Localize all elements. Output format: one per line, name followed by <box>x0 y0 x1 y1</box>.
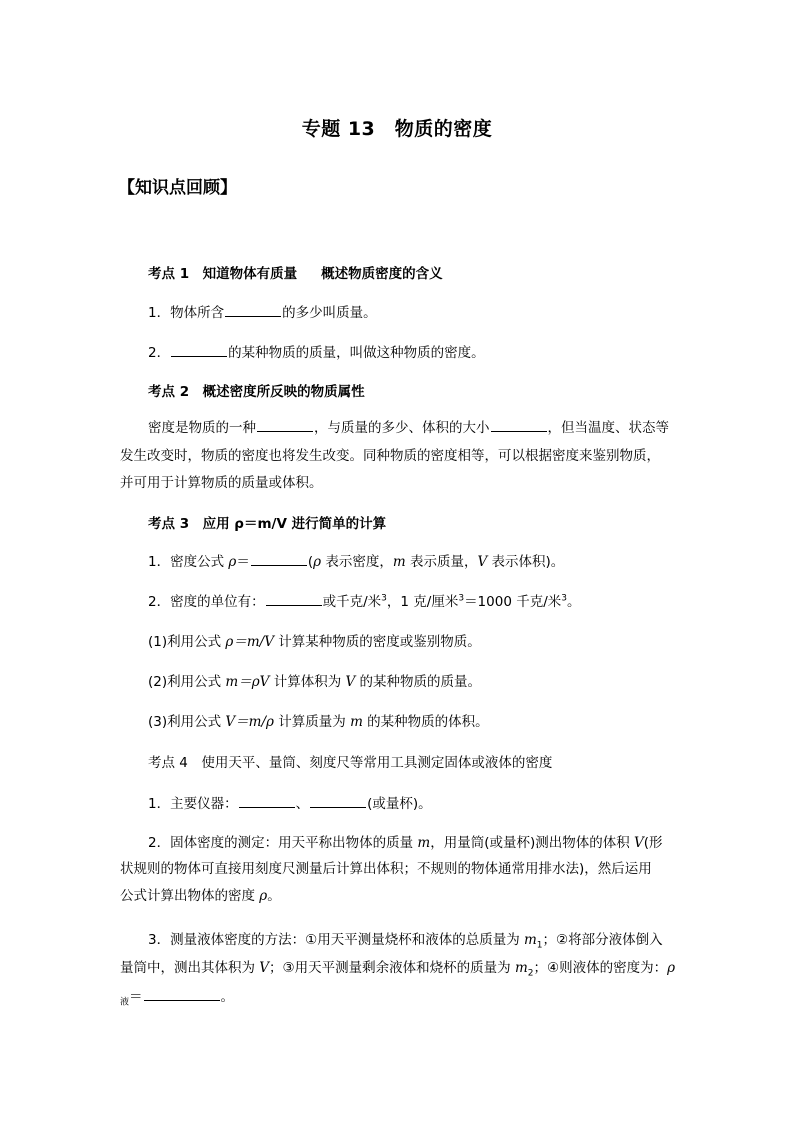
kp3-sub1: (1)利用公式 ρ＝m/V 计算某种物质的密度或鉴别物质。 <box>148 634 481 650</box>
fill-blank[interactable] <box>225 304 281 317</box>
kp4-item2-line3: 公式计算出物体的密度 ρ。 <box>120 888 281 904</box>
section-heading: 【知识点回顾】 <box>118 178 237 198</box>
fill-blank[interactable] <box>171 344 227 357</box>
kp1-heading <box>148 262 443 282</box>
fill-blank[interactable] <box>239 795 295 808</box>
kp3-heading: 考点 3 应用 ρ＝m/V 进行简单的计算 <box>148 516 387 532</box>
kp4-item2-line1: 2．固体密度的测定：用天平称出物体的质量 m，用量筒(或量杯)测出物体的体积 V(形 <box>148 835 663 851</box>
fill-blank[interactable] <box>251 553 307 566</box>
kp2-line2: 发生改变时，物质的密度也将发生改变。同种物质的密度相等，可以根据密度来鉴别物质， <box>120 448 660 464</box>
kp4-item3-line2: 量筒中，测出其体积为 V；③用天平测量剩余液体和烧杯的质量为 $m_2$；④则液体的密度为：ρ <box>120 960 676 979</box>
kp3-sub2: (2)利用公式 m＝ρV 计算体积为 V 的某种物质的质量。 <box>148 674 482 690</box>
fill-blank[interactable] <box>310 795 366 808</box>
kp4-item3-line3: $_液$＝ 。 <box>120 989 235 1008</box>
kp1-item2: 2． 的某种物质的质量，叫做这种物质的密度。 <box>148 345 485 361</box>
kp3-sub3: (3)利用公式 V＝m/ρ 计算质量为 m 的某种物质的体积。 <box>148 714 489 730</box>
kp4-item2-line2: 状规则的物体可直接用刻度尺测量后计算出体积；不规则的物体通常用排水法)，然后运用 <box>120 861 652 877</box>
kp3-item2: 2．密度的单位有： 或千克/米$^3$，1 克/厘米$^3$＝1000 千克/米$^3$。 <box>148 593 581 610</box>
fill-blank[interactable] <box>266 593 322 606</box>
kp1-heading-b: 概述物质密度的含义 <box>321 266 443 282</box>
fill-blank[interactable] <box>257 419 313 432</box>
fill-blank[interactable] <box>144 988 220 1001</box>
kp4-item1: 1．主要仪器： 、 (或量杯)。 <box>148 796 432 812</box>
fill-blank[interactable] <box>491 419 547 432</box>
kp3-item1: 1．密度公式 ρ＝ (ρ 表示密度，m 表示质量，V 表示体积)。 <box>148 554 565 570</box>
kp4-heading: 考点 4 使用天平、量筒、刻度尺等常用工具测定固体或液体的密度 <box>148 755 553 771</box>
kp4-item3-line1: 3．测量液体密度的方法：①用天平测量烧杯和液体的总质量为 $m_1$；②将部分液体倒入 <box>148 932 663 951</box>
page-title: 专题 13 物质的密度 <box>301 118 493 140</box>
kp1-item1: 1．物体所含 的多少叫质量。 <box>148 305 377 321</box>
kp2-line1: 密度是物质的一种 ，与质量的多少、体积的大小 ，但当温度、状态等 <box>148 420 669 436</box>
kp1-heading-a: 考点 1 知道物体有质量 <box>148 266 298 282</box>
kp2-line3: 并可用于计算物质的质量或体积。 <box>120 475 323 491</box>
kp2-heading: 考点 2 概述密度所反映的物质属性 <box>148 384 365 400</box>
